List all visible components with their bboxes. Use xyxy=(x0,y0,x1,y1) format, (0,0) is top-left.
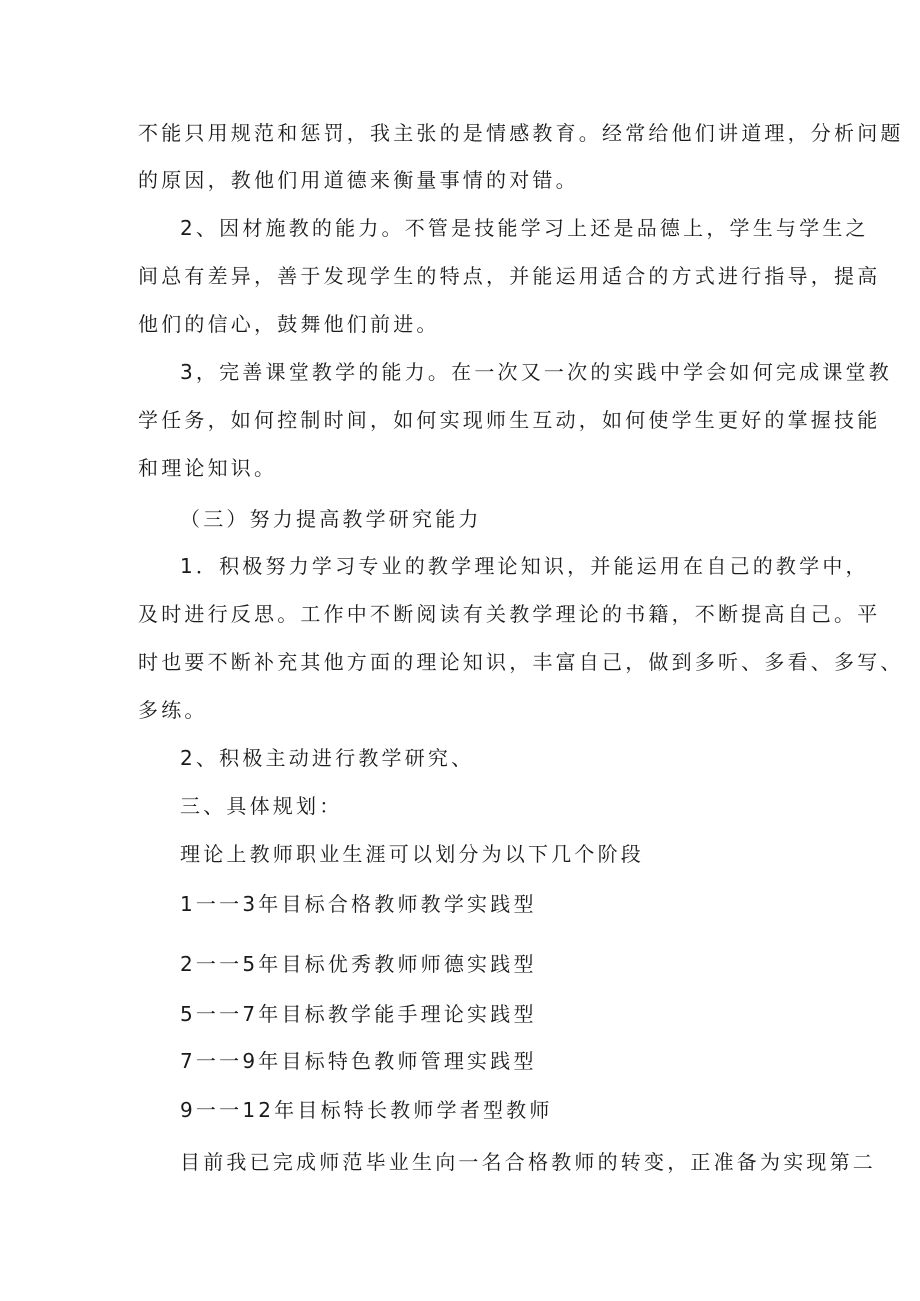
section-heading: （三）努力提高教学研究能力 xyxy=(180,507,482,531)
paragraph-line: 时也要不断补充其他方面的理论知识，丰富自己，做到多听、多看、多写、 xyxy=(138,650,904,674)
paragraph-line: 及时进行反思。工作中不断阅读有关教学理论的书籍，不断提高自己。平 xyxy=(138,602,881,626)
paragraph-line: 学任务，如何控制时间，如何实现师生互动，如何使学生更好的掌握技能 xyxy=(138,408,881,432)
section-heading: 三、具体规划： xyxy=(180,794,343,818)
paragraph-line: 理论上教师职业生涯可以划分为以下几个阶段 xyxy=(180,842,644,866)
paragraph-line: 1．积极努力学习专业的教学理论知识，并能运用在自己的教学中， xyxy=(180,554,869,578)
paragraph-line: 和理论知识。 xyxy=(138,456,278,480)
list-item: 5一一7年目标教学能手理论实践型 xyxy=(180,1002,537,1026)
paragraph-line: 目前我已完成师范毕业生向一名合格教师的转变，正准备为实现第二 xyxy=(180,1150,876,1174)
list-item: 2一一5年目标优秀教师师德实践型 xyxy=(180,952,537,976)
paragraph-line: 3，完善课堂教学的能力。在一次又一次的实践中学会如何完成课堂教 xyxy=(180,360,892,384)
paragraph-line: 多练。 xyxy=(138,698,208,722)
list-item: 7一一9年目标特色教师管理实践型 xyxy=(180,1049,537,1073)
paragraph-line: 的原因，教他们用道德来衡量事情的对错。 xyxy=(138,168,579,192)
paragraph-line: 间总有差异，善于发现学生的特点，并能运用适合的方式进行指导，提高 xyxy=(138,264,881,288)
paragraph-line: 2、因材施教的能力。不管是技能学习上还是品德上，学生与学生之 xyxy=(180,216,869,240)
paragraph-line: 2、积极主动进行教学研究、 xyxy=(180,746,475,770)
list-item: 1一一3年目标合格教师教学实践型 xyxy=(180,892,537,916)
paragraph-line: 不能只用规范和惩罚，我主张的是情感教育。经常给他们讲道理，分析问题 xyxy=(138,121,904,145)
list-item: 9一一12年目标特长教师学者型教师 xyxy=(180,1098,553,1122)
paragraph-line: 他们的信心，鼓舞他们前进。 xyxy=(138,312,440,336)
